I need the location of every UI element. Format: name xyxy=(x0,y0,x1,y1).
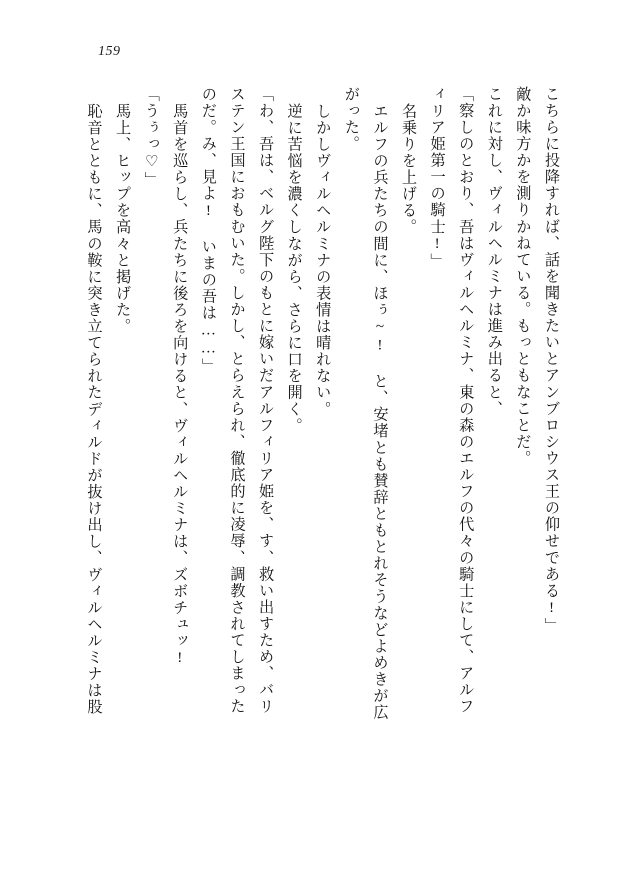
text-column: これに対し、ヴィルヘルミナは進み出ると、 xyxy=(485,86,503,417)
text-column: 「察しのとおり、吾はヴィルヘルミナ、東の森のエルフの代々の騎士にして、アルフ xyxy=(457,86,475,715)
text-column: 馬首を巡らし、兵たちに後ろを向けると、ヴィルヘルミナは、ズボチュッ! xyxy=(171,103,189,668)
page-text-body xyxy=(60,86,565,846)
text-column: ステン王国におもむいた。しかし、とらえられ、徹底的に凌辱、調教されてしまった xyxy=(228,86,246,715)
text-column: 敵か味方かを測りかねている。もっともなことだ。 xyxy=(514,86,532,467)
text-column: 名乗りを上げる。 xyxy=(400,103,418,236)
text-column: ィリア姫第一の騎士!」 xyxy=(428,86,446,270)
text-column: のだ。み、見よ! いまの吾は……」 xyxy=(199,86,217,375)
text-column: がった。 xyxy=(342,86,360,153)
text-column: しかしヴィルヘルミナの表情は晴れない。 xyxy=(314,103,332,418)
text-column: 恥音とともに、馬の鞍に突き立てられたディルドが抜け出し、ヴィルヘルミナは股 xyxy=(85,103,103,716)
text-column: こちらに投降すれば、話を聞きたいとアンブロシウス王の仰せである!」 xyxy=(543,86,560,634)
text-column: 「うぅっ♡」 xyxy=(142,86,160,189)
text-column: エルフの兵たちの間に、ほぅ~! と、安堵とも賛辞ともとれそうなどよめきが広 xyxy=(371,103,389,721)
text-column: 逆に苦悩を濃くしながら、さらに口を開く。 xyxy=(285,103,303,434)
text-column: 「わ、吾は、ベルグ陛下のもとに嫁いだアルフィリア姫を、す、救い出すため、バリ xyxy=(257,86,275,715)
page-number: 159 xyxy=(98,44,121,59)
text-column: 馬上、ヒップを高々と掲げた。 xyxy=(114,103,132,335)
